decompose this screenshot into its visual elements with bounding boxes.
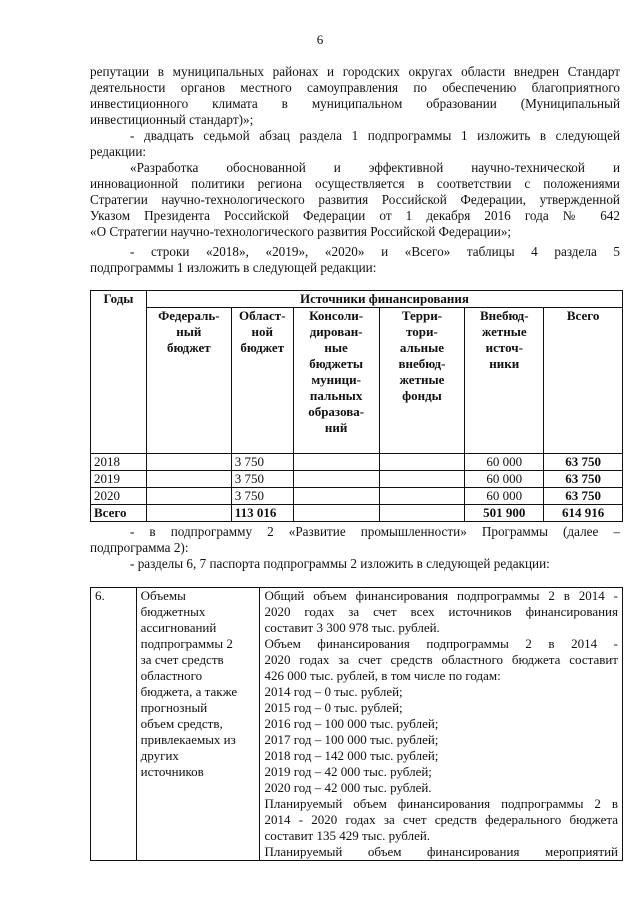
text-line: редакции:: [90, 144, 147, 159]
passport-row-number: 6.: [91, 588, 137, 861]
passport-row-content: Общий объем финансирования подпрограммы 2 в 2014 - 2020 годах за счет всех источников финансирования составит 3 300 978 тыс. рублей. Объем финансирования подпрограммы 2 в 2014 - 2020 годах за счет средств областного бюджета составит 426 000 тыс. рублей, в том числе по годам: 2014 год – 0 тыс. рублей; 2015 год – 0 тыс. рублей; 2016 год – 100 000 тыс. рублей; 2017 год – 100 000 тыс. рублей; 2018 год – 142 000 тыс. рублей; 2019 год – 42 000 тыс. рублей; 2020 год – 42 000 тыс. рублей. Планируемый объем финансирования подпрограммы 2 в 2014 - 2020 годах за счет средств федерального бюджета составит 135 429 тыс. рублей. Планируемый объем финансирования мероприятий: [260, 588, 623, 861]
text-line: инновационной политики региона осуществляется в соответствии с положениями: [90, 176, 620, 191]
text-line: Стратегии научно-технологического развития Российской Федерации, утвержденной: [90, 192, 620, 207]
text-line: - в подпрограмму 2 «Развитие промышленности» Программы (далее –: [130, 524, 620, 539]
table-row-total: Всего 113 016 501 900 614 916: [91, 505, 623, 522]
text-line: Указом Президента Российской Федерации от 1 декабря 2016 года № 642: [90, 208, 620, 223]
table-row: 2018 3 750 60 000 63 750: [91, 454, 623, 471]
paragraph-sections-6-7: [90, 556, 620, 572]
paragraph-subprogram2: [90, 524, 620, 556]
text-line: инвестиционного климата в муниципальном образовании (Муниципальный: [90, 96, 620, 111]
passport-table: [90, 587, 623, 861]
text-line: подпрограммы 1 изложить в следующей редакции:: [90, 260, 377, 275]
text-line: репутации в муниципальных районах и городских округах области внедрен Стандарт: [90, 64, 620, 79]
paragraph-investment-standard: [90, 64, 620, 128]
page-number: 6: [316, 32, 324, 47]
text-line: «Разработка обоснованной и эффективной научно-технической и: [130, 160, 620, 175]
paragraph-strategy: [90, 160, 620, 240]
text-line: - разделы 6, 7 паспорта подпрограммы 2 изложить в следующей редакции:: [130, 556, 550, 571]
text-line: инвестиционный стандарт)»;: [90, 112, 254, 127]
text-line: подпрограмма 2):: [90, 540, 189, 555]
column-header-municipal: Консоли- дирован- ные бюджеты муници- пальных образова- ний: [293, 308, 379, 454]
column-header-total: Всего: [544, 308, 623, 454]
paragraph-table4-amendment: [90, 244, 620, 276]
paragraph-amendment-abzac: [90, 128, 620, 160]
table-row: 2020 3 750 60 000 63 750: [91, 488, 623, 505]
passport-row-label: Объемы бюджетных ассигнований подпрограммы 2 за счет средств областного бюджета, а также прогнозный объем средств, привлекаемых из других источников: [136, 588, 260, 861]
text-line: деятельности органов местного самоуправления по обеспечению благоприятного: [90, 80, 620, 95]
text-line: - двадцать седьмой абзац раздела 1 подпрограммы 1 изложить в следующей: [130, 128, 620, 143]
sources-header: Источники финансирования: [146, 291, 622, 308]
column-header-regional: Област- ной бюджет: [231, 308, 293, 454]
text-line: - строки «2018», «2019», «2020» и «Всего» таблицы 4 раздела 5: [130, 244, 620, 259]
column-header-territorial: Терри- тори- альные внебюд- жетные фонды: [379, 308, 465, 454]
column-header-extrabudget: Внебюд- жетные источ- ники: [465, 308, 544, 454]
years-header: Годы: [91, 291, 147, 454]
text-line: «О Стратегии научно-технологического развития Российской Федерации»;: [90, 224, 512, 239]
financing-table: [90, 290, 623, 522]
column-header-federal: Федераль- ный бюджет: [146, 308, 231, 454]
table-row: 2019 3 750 60 000 63 750: [91, 471, 623, 488]
